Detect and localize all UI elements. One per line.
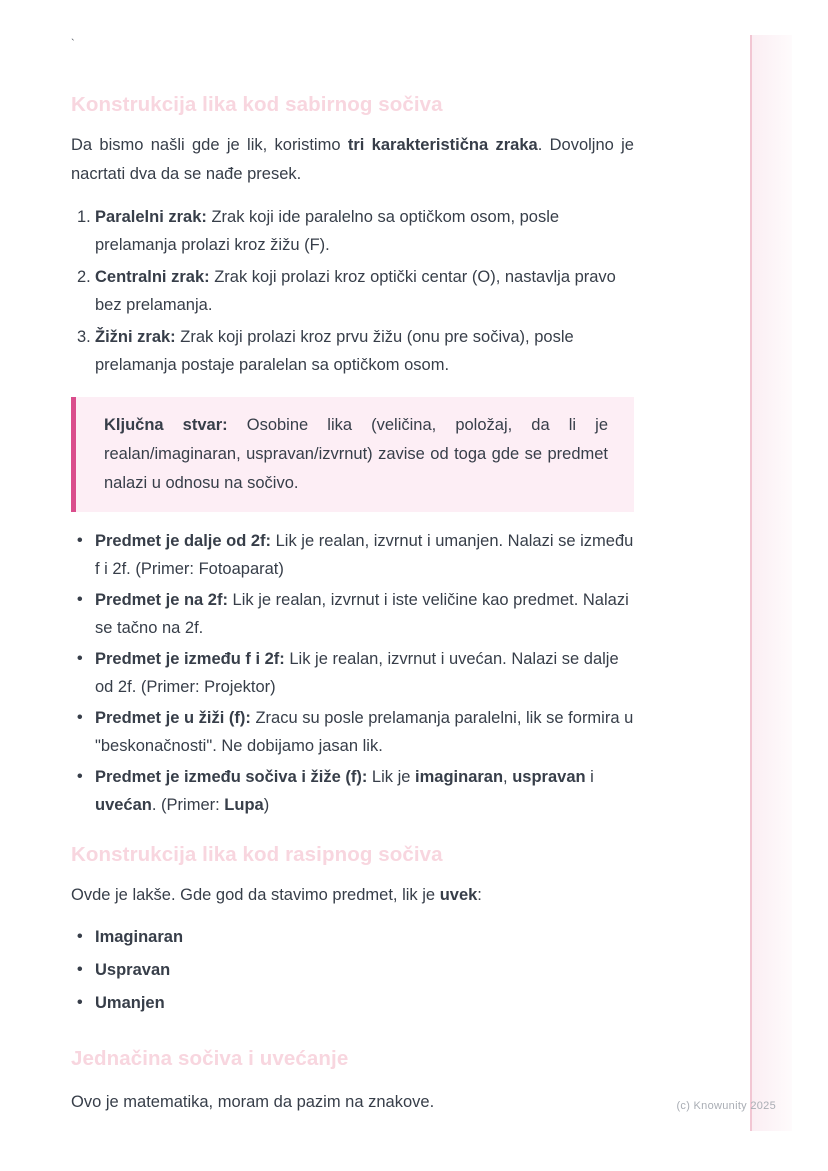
- list-item-umanjen: [71, 989, 634, 1017]
- list-item-text: Imaginaran: [95, 928, 184, 946]
- list-number: 1.: [77, 208, 91, 226]
- list-item-text: Centralni zrak: Zrak koji prolazi kroz optički centar (O), nastavlja pravo bez prelamanja.: [95, 268, 616, 314]
- section-heading-sabirno-socivo: Konstrukcija lika kod sabirnog sočiva: [71, 93, 443, 116]
- list-item-uspravan: [71, 956, 634, 984]
- intro-text-pre: Ovde je lakše. Gde god da stavimo predmet, lik je: [71, 886, 440, 904]
- list-number: 3.: [77, 328, 91, 346]
- list-item-centralni-zrak: [71, 263, 634, 319]
- list-item-paralelni-zrak: [71, 203, 634, 259]
- list-item-dalje-od-2f: [71, 527, 634, 583]
- key-point-callout: [71, 397, 634, 512]
- intro-text-pre: Da bismo našli gde je lik, koristimo: [71, 136, 348, 154]
- bullet-icon: •: [77, 928, 83, 945]
- list-item-text: Predmet je dalje od 2f: Lik je realan, izvrnut i umanjen. Nalazi se između f i 2f. (Primer: Fotoaparat): [95, 532, 634, 578]
- list-item-text: Žižni zrak: Zrak koji prolazi kroz prvu žižu (onu pre sočiva), posle prelamanja postaje paralelan sa optičkom osom.: [95, 328, 574, 374]
- callout-lead: Ključna stvar:: [104, 416, 228, 434]
- intro-text-post: . Dovoljno je nacrtati dva da se nađe presek.: [71, 136, 634, 183]
- bullet-icon: •: [77, 709, 83, 726]
- list-item-text: Paralelni zrak: Zrak koji ide paralelno sa optičkom osom, posle prelamanja prolazi kroz žižu (F).: [95, 208, 560, 254]
- object-position-cases-list: [71, 527, 634, 822]
- list-item-text: Umanjen: [95, 994, 165, 1012]
- bullet-icon: •: [77, 650, 83, 667]
- list-item-zizni-zrak: [71, 323, 634, 379]
- intro-paragraph-jednacina: Ovo je matematika, moram da pazim na znakove.: [71, 1093, 435, 1111]
- bullet-icon: •: [77, 591, 83, 608]
- image-properties-list: [71, 923, 634, 1022]
- list-item-text: Predmet je između sočiva i žiže (f): Lik je imaginaran, uspravan i uvećan. (Primer: Lupa): [95, 768, 594, 814]
- bullet-icon: •: [77, 768, 83, 785]
- callout-text: [104, 411, 608, 498]
- list-item-u-zizi: [71, 704, 634, 760]
- bullet-icon: •: [77, 961, 83, 978]
- callout-body: Osobine lika (veličina, položaj, da li je realan/imaginaran, uspravan/izvrnut) zavise od toga gde se predmet nalazi u odnosu na sočivo.: [104, 416, 609, 492]
- intro-paragraph-rasipno: [71, 881, 634, 910]
- list-item-text: Predmet je na 2f: Lik je realan, izvrnut i iste veličine kao predmet. Nalazi se tačno na 2f.: [95, 591, 629, 637]
- intro-text-bold: uvek: [439, 886, 478, 904]
- list-item-text: Predmet je u žiži (f): Zracu su posle prelamanja paralelni, lik se formira u "beskonačnosti". Ne dobijamo jasan lik.: [95, 709, 634, 755]
- section-heading-jednacina-sociva: Jednačina sočiva i uvećanje: [71, 1047, 349, 1070]
- bullet-icon: •: [77, 532, 83, 549]
- list-item-na-2f: [71, 586, 634, 642]
- list-item-imaginaran: [71, 923, 634, 951]
- list-number: 2.: [77, 268, 91, 286]
- list-item-text: Uspravan: [95, 961, 171, 979]
- copyright-watermark: (c) Knowunity 2025: [676, 1100, 776, 1112]
- list-item-text: Predmet je između f i 2f: Lik je realan, izvrnut i uvećan. Nalazi se dalje od 2f. (Primer: Projektor): [95, 650, 619, 696]
- stray-backtick-mark: `: [71, 38, 75, 50]
- section-heading-rasipno-socivo: Konstrukcija lika kod rasipnog sočiva: [71, 843, 443, 866]
- characteristic-rays-list: [71, 203, 634, 383]
- bullet-icon: •: [77, 994, 83, 1011]
- intro-text-bold: tri karakteristična zraka: [347, 136, 538, 154]
- intro-text-post: :: [477, 886, 482, 904]
- list-item-izmedju-f-i-2f: [71, 645, 634, 701]
- page-edge-strip: [750, 35, 792, 1131]
- list-item-izmedju-sociva-i-zize: [71, 763, 634, 819]
- intro-paragraph-sabirno: [71, 131, 634, 189]
